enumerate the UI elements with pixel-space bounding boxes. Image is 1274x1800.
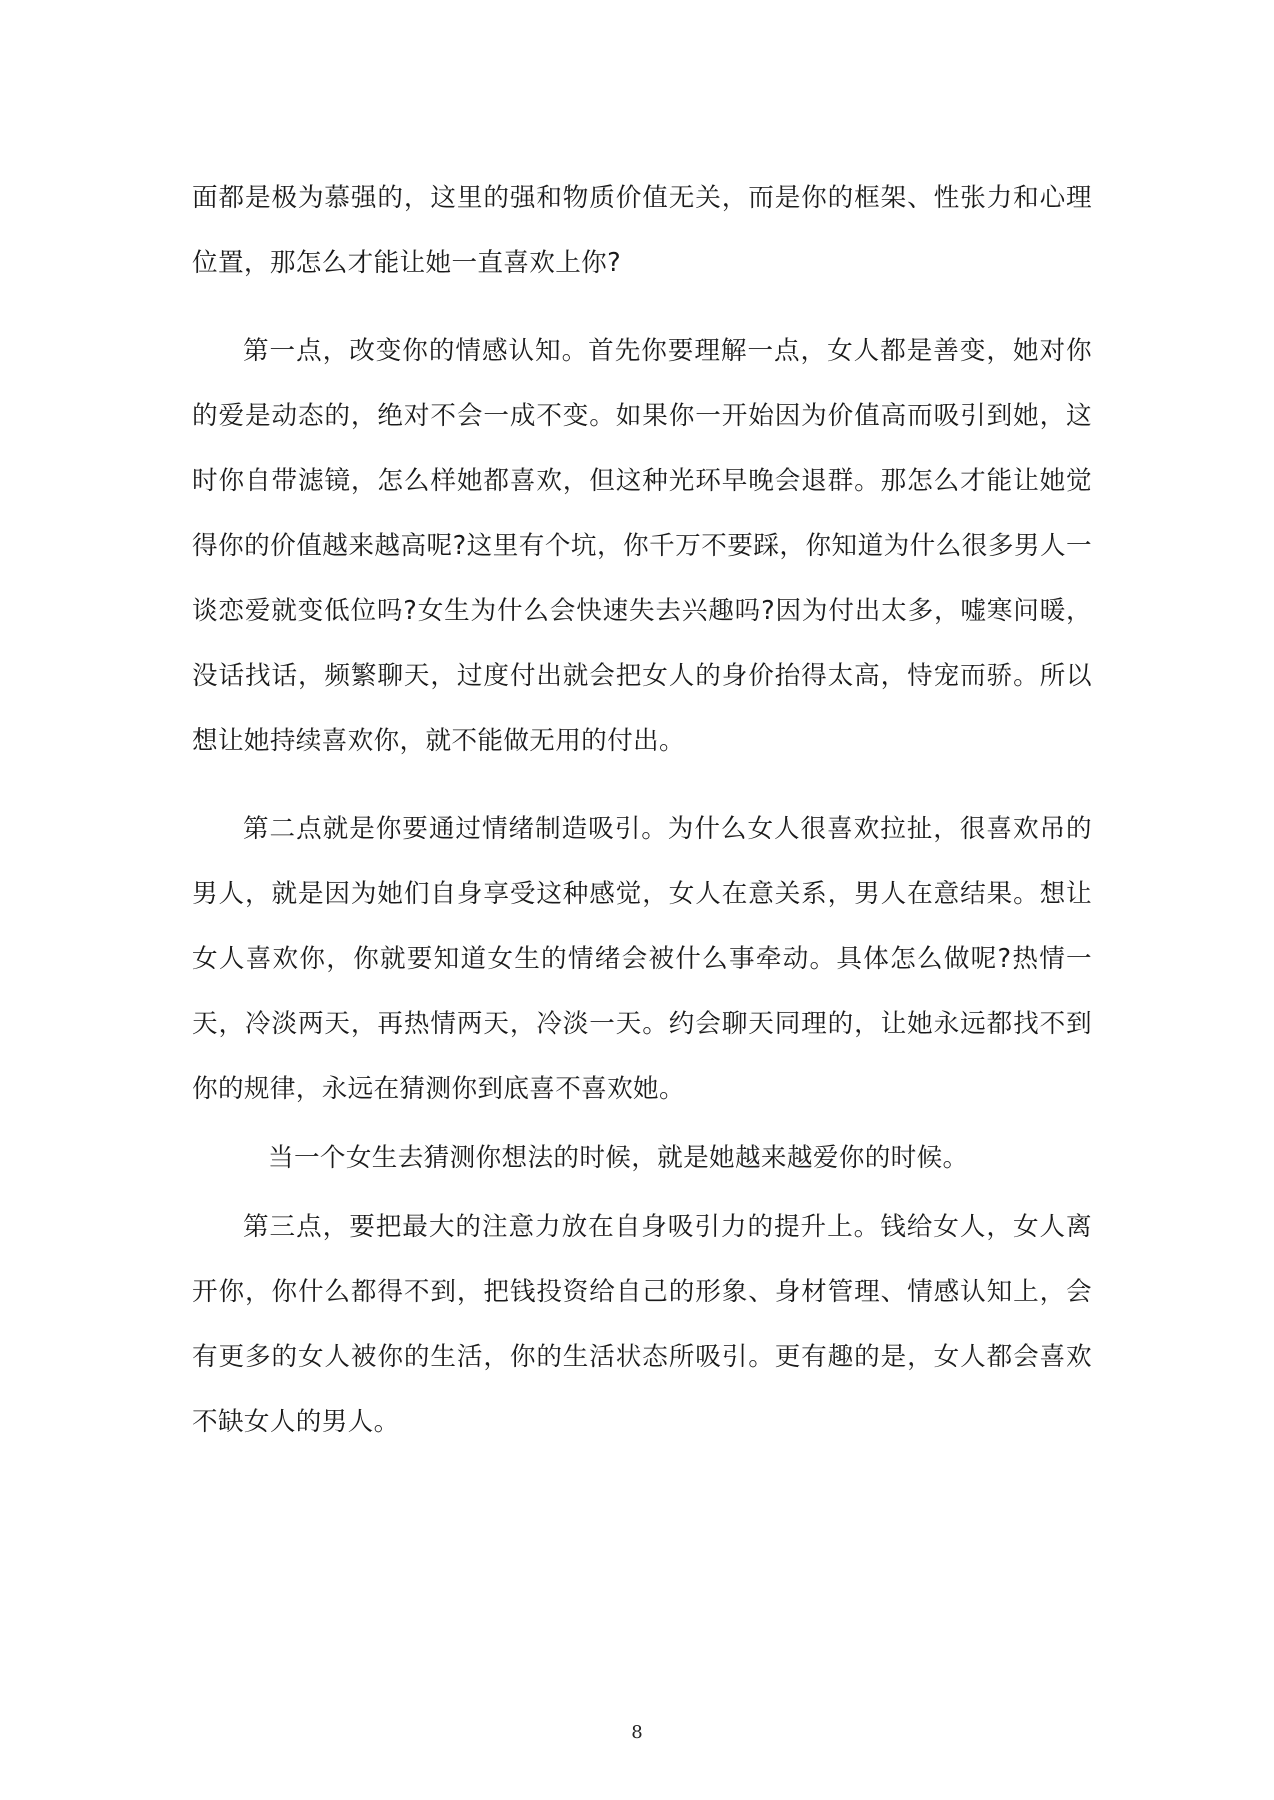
paragraph-intro-continuation: 面都是极为慕强的，这里的强和物质价值无关，而是你的框架、性张力和心理位置，那怎么才能让她一直喜欢上你?: [192, 183, 1092, 278]
page-number: 8: [631, 1722, 643, 1743]
paragraph-point-three: 第三点，要把最大的注意力放在自身吸引力的提升上。钱给女人，女人离开你，你什么都得不到，把钱投资给自己的形象、身材管理、情感认知上，会有更多的女人被你的生活，你的生活状态所吸引。更有趣的是，女人都会喜欢不缺女人的男人。: [192, 1212, 1092, 1437]
document-body: [192, 166, 1092, 1455]
paragraph-point-two: 第二点就是你要通过情绪制造吸引。为什么女人很喜欢拉扯，很喜欢吊的男人，就是因为她们自身享受这种感觉，女人在意关系，男人在意结果。想让女人喜欢你，你就要知道女生的情绪会被什么事牵动。具体怎么做呢?热情一天，冷淡两天，再热情两天，冷淡一天。约会聊天同理的，让她永远都找不到你的规律，永远在猜测你到底喜不喜欢她。: [192, 814, 1093, 1104]
paragraph-point-one: 第一点，改变你的情感认知。首先你要理解一点，女人都是善变，她对你的爱是动态的，绝对不会一成不变。如果你一开始因为价值高而吸引到她，这时你自带滤镜，怎么样她都喜欢，但这种光环早晚会退群。那怎么才能让她觉得你的价值越来越高呢?这里有个坑，你千万不要踩，你知道为什么很多男人一谈恋爱就变低位吗?女生为什么会快速失去兴趣吗?因为付出太多，嘘寒问暖，没话找话，频繁聊天，过度付出就会把女人的身价抬得太高，恃宠而骄。所以想让她持续喜欢你，就不能做无用的付出。: [192, 336, 1092, 756]
paragraph-highlight-sentence: 当一个女生去猜测你想法的时候，就是她越来越爱你的时候。: [268, 1143, 969, 1173]
